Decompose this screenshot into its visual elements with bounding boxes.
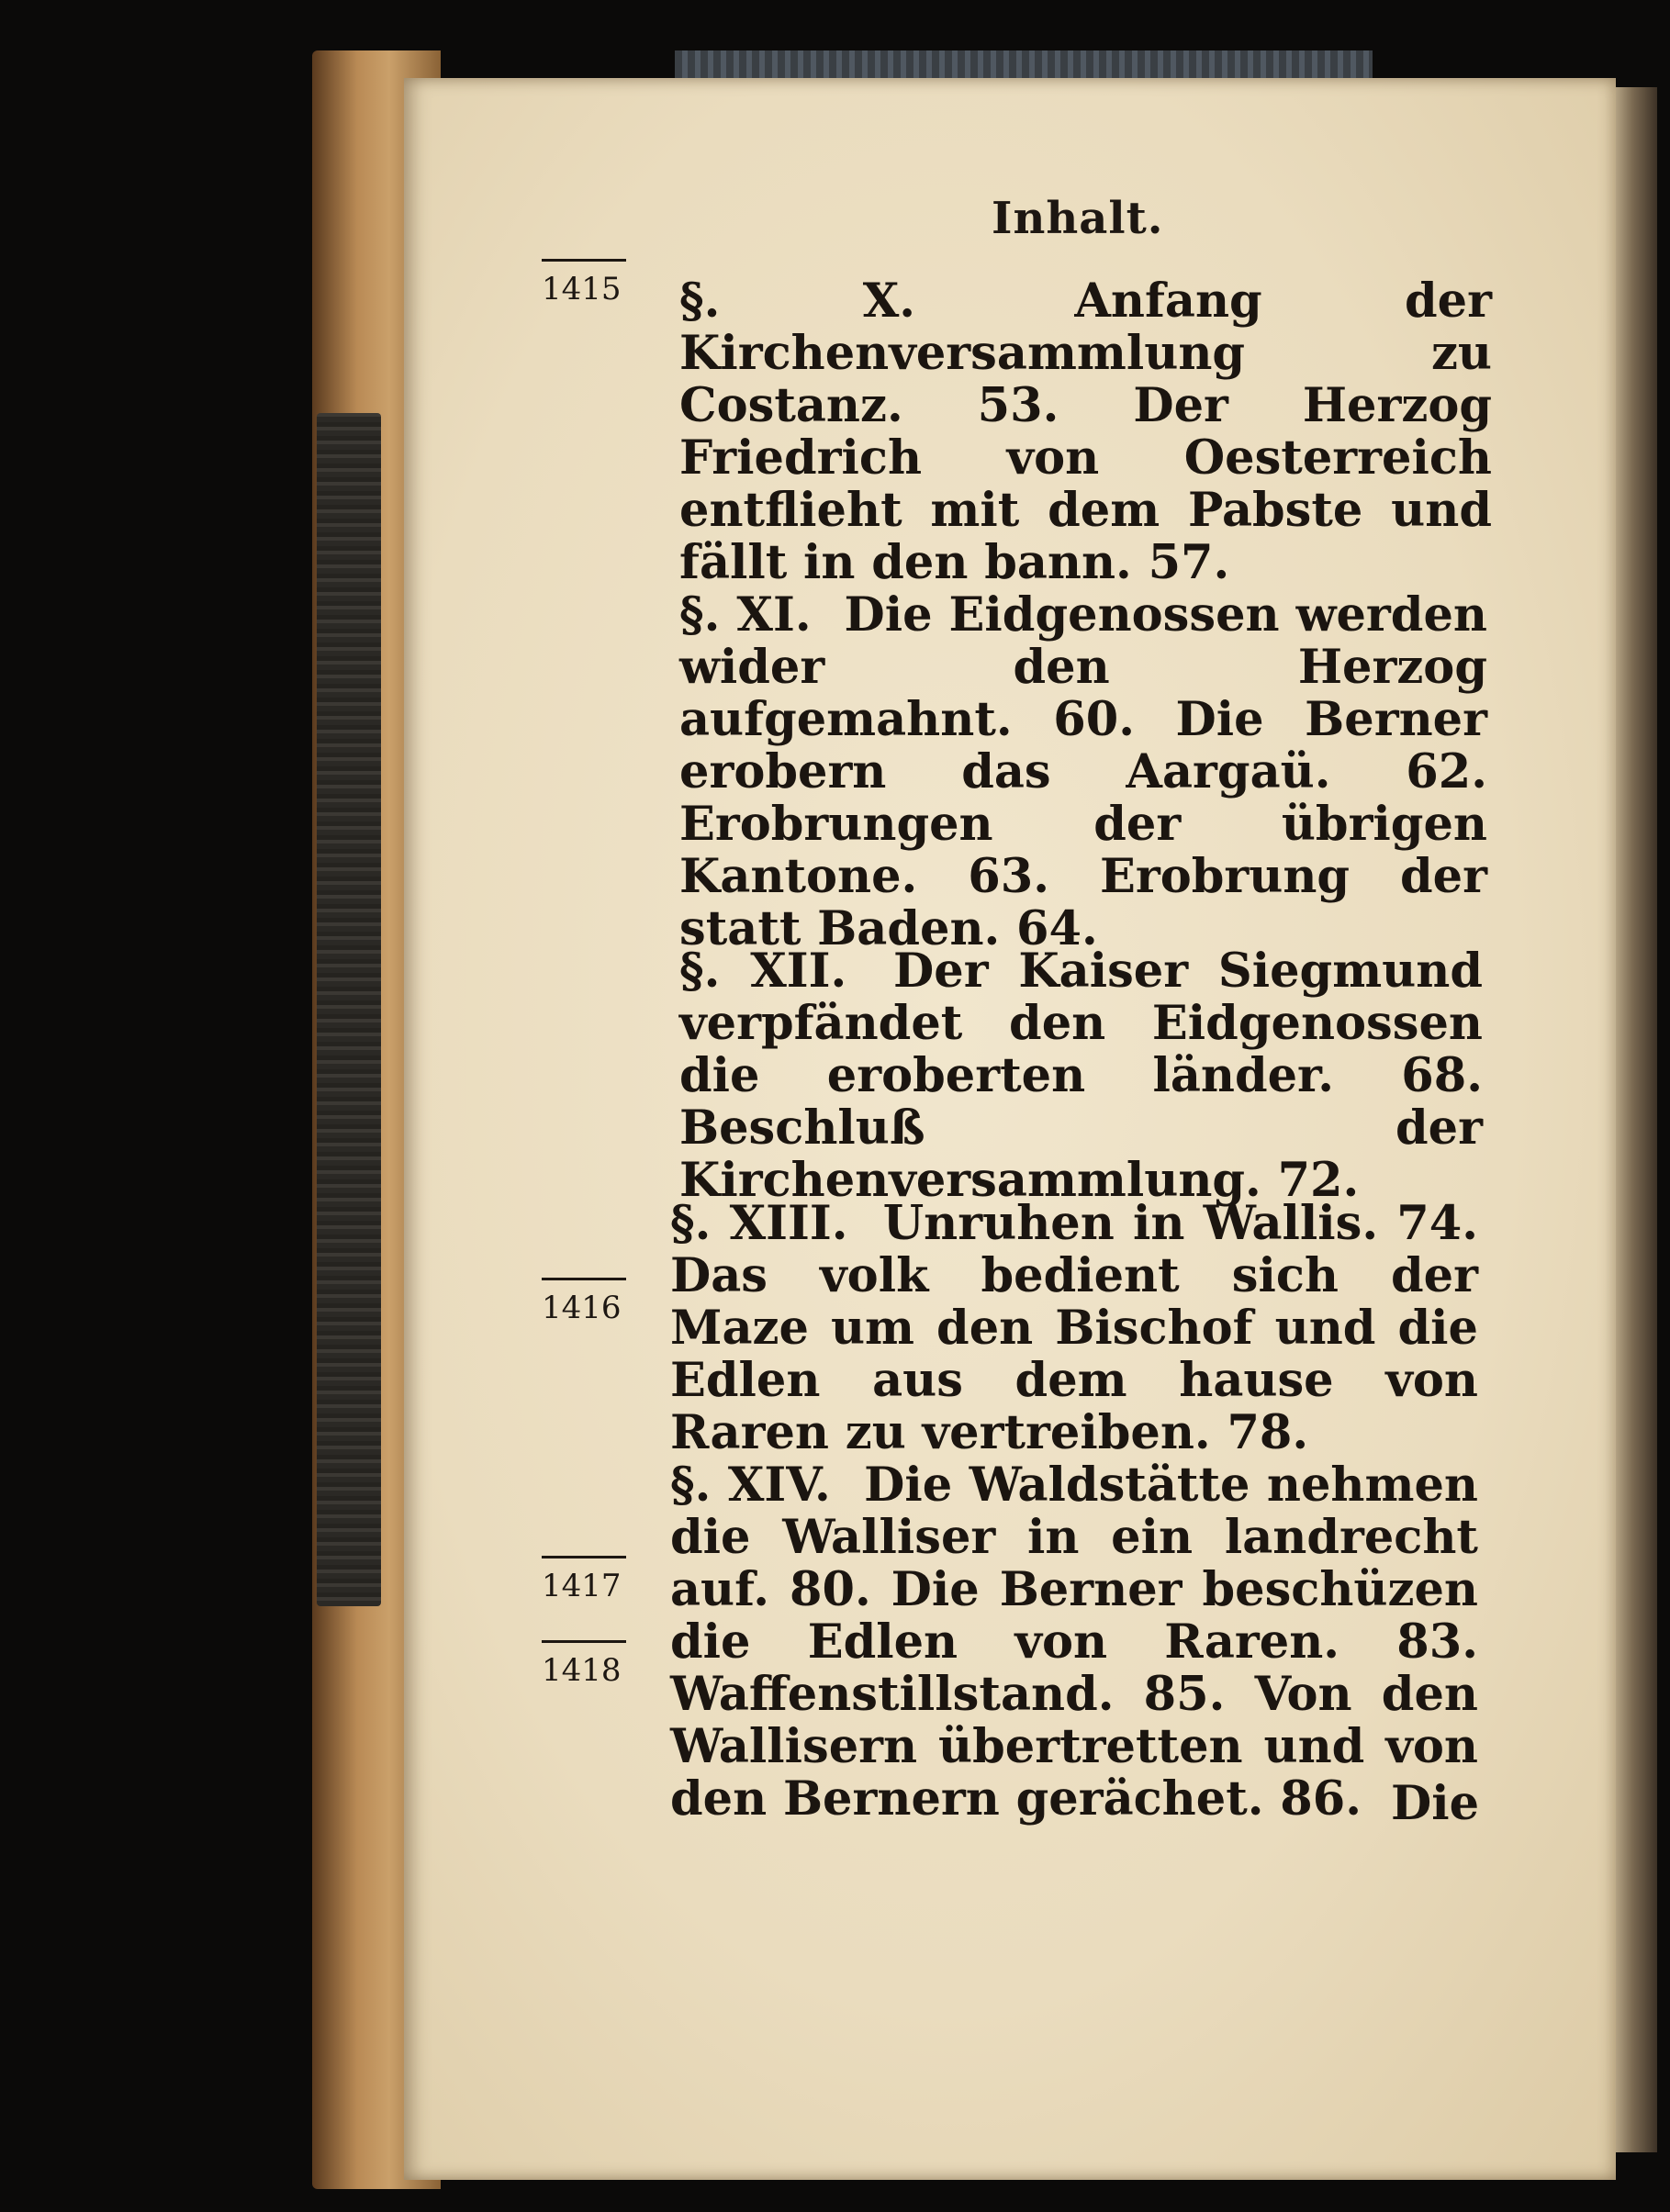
margin-rule xyxy=(542,259,626,262)
margin-year-label: 1415 xyxy=(542,271,622,307)
section-text: Die Waldstätte nehmen die Walliser in ein landrecht auf. 80. Die Berner beschüzen die Edlen von Raren. 83. Waffenstillstand. 85. Von den Wallisern übertretten und von den Bernern gerächet. 86. xyxy=(670,1458,1478,1827)
section-text: Die Eidgenossen werden wider den Herzog aufgemahnt. 60. Die Berner erobern das Aargaü. 62. Erobrungen der übrigen Kantone. 63. Erobrung der statt Baden. 64. xyxy=(679,587,1487,956)
section-number: §. XIII. xyxy=(670,1196,848,1251)
section-number: §. XII. xyxy=(679,944,847,999)
section-number: §. XI. xyxy=(679,587,812,642)
margin-rule xyxy=(542,1278,626,1280)
margin-year-label: 1417 xyxy=(542,1568,622,1604)
margin-year-label: 1416 xyxy=(542,1290,622,1326)
toc-section-xiv xyxy=(670,1459,1478,1826)
toc-section-xii xyxy=(679,945,1483,1207)
toc-section-xiii xyxy=(670,1198,1478,1459)
catchword: Die xyxy=(1391,1776,1480,1831)
margin-year-1417 xyxy=(542,1556,643,1604)
toc-section-xi xyxy=(679,589,1487,955)
section-number: §. XIV. xyxy=(670,1458,831,1513)
section-text: Unruhen in Wallis. 74. Das volk bedient sich der Maze um den Bischof und die Edlen aus dem hause von Raren zu vertreiben. 78. xyxy=(670,1196,1478,1460)
page-edge xyxy=(1616,87,1657,2152)
margin-year-1416 xyxy=(542,1278,643,1326)
margin-rule xyxy=(542,1640,626,1643)
margin-year-1418 xyxy=(542,1640,643,1689)
section-text: Anfang der Kirchenversammlung zu Costanz. 53. Der Herzog Friedrich von Oesterreich entflieht mit dem Pabste und fällt in den bann. 57. xyxy=(679,274,1492,590)
margin-year-1415 xyxy=(542,259,643,307)
running-head: Inhalt. xyxy=(992,193,1164,244)
top-edge-strip xyxy=(675,50,1373,78)
margin-year-label: 1418 xyxy=(542,1652,622,1689)
section-number: §. X. xyxy=(679,274,916,329)
margin-rule xyxy=(542,1556,626,1558)
binding-cloth xyxy=(317,413,381,1606)
section-text: Der Kaiser Siegmund verpfändet den Eidgenossen die eroberten länder. 68. Beschluß der Kirchenversammlung. 72. xyxy=(679,944,1483,1208)
toc-section-x xyxy=(679,275,1492,589)
